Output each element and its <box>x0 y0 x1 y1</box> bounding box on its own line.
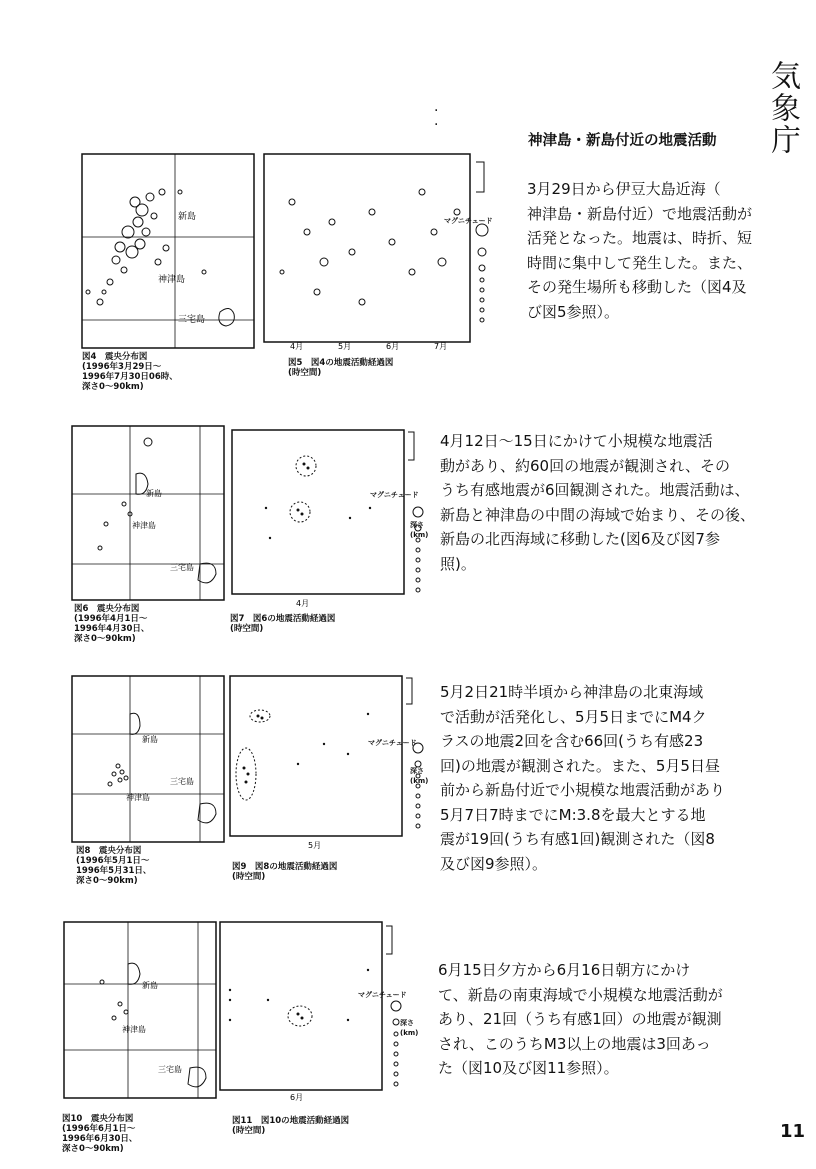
epicenter-map-fig10 <box>62 920 218 1100</box>
epicenter-map-fig8 <box>70 674 226 844</box>
label-niijima: 新島 <box>178 212 197 222</box>
label-kozushima: 神津島 <box>126 793 150 802</box>
agency-name: 気象庁 <box>765 60 800 156</box>
month-label: 5月 <box>308 841 322 850</box>
caption-fig7: 図7 図6の地震活動経過図 (時空間) <box>230 614 336 634</box>
label-kozushima: 神津島 <box>132 521 156 530</box>
label-miyakejima: 三宅島 <box>170 777 194 786</box>
time-space-plot-fig7 <box>230 428 436 608</box>
page-title: 神津島・新島付近の地震活動 <box>528 133 717 149</box>
legend-magnitude: マグニチュード <box>368 739 417 747</box>
month-label: 4月 <box>290 342 304 350</box>
label-miyakejima: 三宅島 <box>178 315 206 325</box>
caption-fig4: 図4 震央分布図 (1996年3月29日～ 1996年7月30日06時、 深さ0～90km) <box>82 352 178 392</box>
paragraph-section3: 5月2日21時半頃から神津島の北東海域 で活動が活発化し、5月5日までにM4ク ラスの地震2回を含む66回(うち有感23 回)の地震が観測された。また、5月5日昼 前から新島付近で小規模な地震活動があり 5月7日7時までにM:3.8を最大とする地 震が19回(うち有感1回)観測された（図8 及び図9参照）。 <box>440 683 726 873</box>
page-number: 11 <box>780 1121 806 1142</box>
legend-magnitude: マグニチュード <box>358 991 407 999</box>
paragraph-section4: 6月15日夕方から6月16日朝方にかけ て、新島の南東海域で小規模な地震活動が あり、21回（うち有感1回）の地震が観測 され、このうちM3以上の地震は3回あっ た（図10及び図11参照）。 <box>438 961 723 1077</box>
label-kozushima: 神津島 <box>158 275 186 285</box>
caption-fig6: 図6 震央分布図 (1996年4月1日～ 1996年4月30日、 深さ0～90km) <box>74 604 150 644</box>
time-space-plot-fig9 <box>228 674 436 850</box>
label-niijima: 新島 <box>142 981 158 990</box>
epicenter-map-fig6 <box>70 424 226 602</box>
caption-fig9: 図9 図8の地震活動経過図 (時空間) <box>232 862 338 882</box>
paragraph-section2: 4月12日～15日にかけて小規模な地震活 動があり、約60回の地震が観測され、その うち有感地震が6回観測された。地震活動は、 新島と神津島の中間の海域で始まり、その後、 新島の北西海域に移動した(図6及び図7参 照)。 <box>440 432 756 573</box>
month-label: 6月 <box>290 1093 304 1102</box>
label-niijima: 新島 <box>142 735 158 744</box>
caption-fig11: 図11 図10の地震活動経過図 (時空間) <box>232 1116 350 1136</box>
legend-depth: 深さ (km) <box>400 1019 419 1037</box>
epicenter-map-fig4 <box>80 152 256 350</box>
decorative-dots: · · <box>434 103 439 133</box>
caption-fig10: 図10 震央分布図 (1996年6月1日～ 1996年6月30日、 深さ0～90km) <box>62 1114 138 1154</box>
month-label: 6月 <box>386 342 400 350</box>
label-miyakejima: 三宅島 <box>158 1065 182 1074</box>
legend-depth: 深さ (km) <box>410 767 429 785</box>
caption-fig5: 図5 図4の地震活動経過図 (時空間) <box>288 358 394 378</box>
legend-depth: 深さ (km) <box>410 521 429 539</box>
time-space-plot-fig5 <box>262 152 492 350</box>
legend-magnitude: マグニチュード <box>444 217 493 225</box>
month-label: 7月 <box>434 342 448 350</box>
month-label: 4月 <box>296 599 310 608</box>
caption-fig8: 図8 震央分布図 (1996年5月1日～ 1996年5月31日、 深さ0～90km) <box>76 846 152 886</box>
label-kozushima: 神津島 <box>122 1025 146 1034</box>
time-space-plot-fig11 <box>218 920 414 1102</box>
label-niijima: 新島 <box>146 489 162 498</box>
month-label: 5月 <box>338 342 352 350</box>
legend-magnitude: マグニチュード <box>370 491 419 499</box>
paragraph-section1: 3月29日から伊豆大島近海（ 神津島・新島付近）で地震活動が 活発となった。地震は、時折、短 時間に集中して発生した。また、 その発生場所も移動した（図4及 び図5参照）。 <box>527 180 753 321</box>
label-miyakejima: 三宅島 <box>170 563 194 572</box>
